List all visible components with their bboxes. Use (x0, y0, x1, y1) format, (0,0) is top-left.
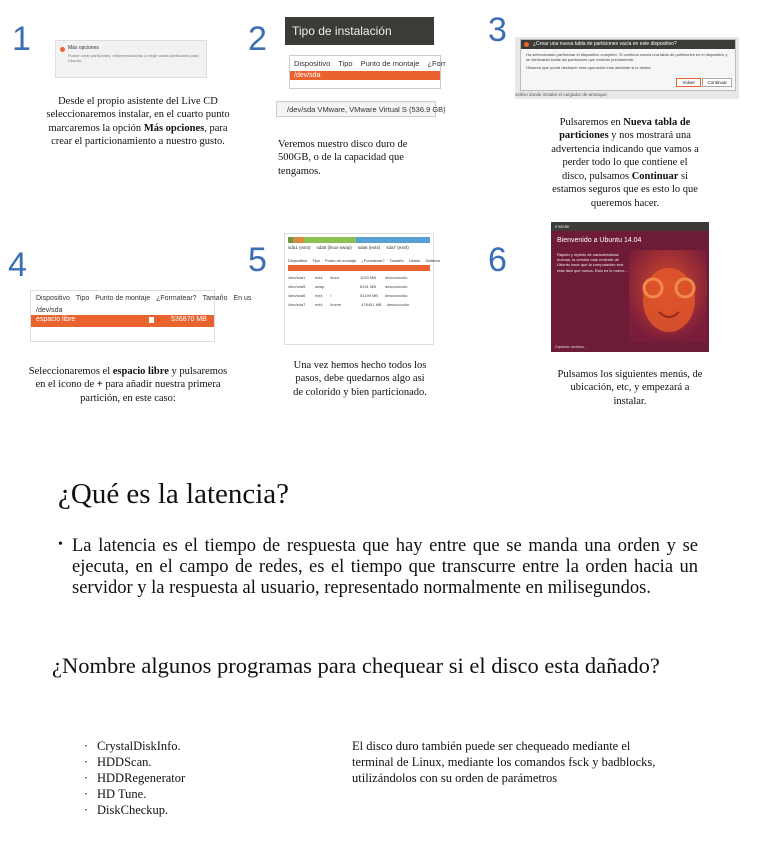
table-cell: /home (330, 302, 342, 307)
legend-item: sda5 (linux-swap) (316, 245, 352, 250)
table-row[interactable] (288, 291, 430, 300)
col-header: ¿Forr (427, 59, 446, 68)
dialog-body: Ha seleccionado particionar el dispositivo completo. Si continúa creará una tabla de particiones en el dispositivo y se eliminarán todas las particiones que existían previamente. (526, 52, 728, 62)
step1-screenshot (55, 40, 207, 78)
legend-item: sda1 (ext4) (288, 245, 311, 250)
list-item (75, 754, 185, 770)
bullet-icon: · (83, 739, 89, 753)
table-cell: desconocido (386, 302, 410, 307)
progress-label: Copiando archivos... (555, 345, 587, 349)
step4-caption: Seleccionaremos el espacio libre y pulsaremos en el icono de + para añadir nuestra primera partición, en este caso: (28, 366, 228, 404)
table-row[interactable] (288, 282, 430, 291)
col-header: Punto de montaje (360, 59, 420, 68)
partition-legend (285, 243, 433, 252)
bar-segment (293, 237, 304, 243)
table-row-selected[interactable] (31, 315, 214, 327)
fsck-note: El disco duro también puede ser chequeado mediante el terminal de Linux, mediante los comandos fsck y badblocks, utilizándolos con su orden de parámetros (352, 739, 656, 785)
table-cell: 1023 MB (360, 275, 377, 280)
latency-title: ¿Qué es la latencia? (58, 478, 290, 510)
table-row[interactable]: /dev/sda (36, 307, 63, 314)
col-header: Tipo (338, 59, 353, 68)
bullet-icon: · (83, 803, 89, 817)
step1-caption: Desde el propio asistente del Live CD seleccionaremos instalar, en el cuarto punto marcaremos la opción Más opciones, para crear el particionamiento a nuestro gusto. (46, 96, 230, 148)
step5-caption: Una vez hemos hecho todos los pasos, debe quedarnos algo así de colorido y bien particionado. (293, 360, 427, 398)
program-name: HDDRegenerator (97, 771, 186, 785)
step-number-5: 5 (248, 241, 267, 279)
bar-segment (304, 237, 357, 243)
window-title: Tipo de instalación (285, 17, 434, 45)
step-number-4: 4 (8, 246, 27, 284)
table-cell: desconocido (385, 293, 408, 298)
program-name: DiskCheckup. (97, 803, 169, 817)
table-cell: / (330, 293, 332, 298)
col-header: ¿Formatear? (156, 295, 197, 302)
partition-table (289, 55, 446, 89)
device-select[interactable]: /dev/sda VMware, VMware Virtual S (536.9 GB) (276, 101, 436, 117)
welcome-title: Bienvenido a Ubuntu 14.04 (557, 237, 642, 244)
continue-button[interactable]: Continuar (702, 78, 732, 87)
list-item (75, 786, 185, 802)
step-number-1: 1 (12, 20, 31, 58)
table-row[interactable] (288, 273, 430, 282)
col-header: En us (233, 295, 252, 302)
table-cell: ext4 (315, 302, 323, 307)
programs-list (75, 738, 185, 818)
latency-paragraph (58, 536, 698, 599)
table-cell: swap (315, 284, 325, 289)
table-row[interactable] (288, 300, 430, 309)
table-cell: /dev/sda5 (288, 284, 306, 289)
legend-item: sda7 (ext4) (386, 245, 409, 250)
col-header: Usado (408, 258, 421, 263)
col-header: Punto de montaje (324, 258, 357, 263)
col-header: Dispositivo (36, 295, 70, 302)
table-cell: /dev/sda1 (288, 275, 306, 280)
table-header (285, 252, 440, 265)
dialog-title: ¿Crear una nueva tabla de particiones vacía en este dispositivo? (533, 41, 677, 47)
table-cell: 8191 MB (360, 284, 377, 289)
welcome-text: Rápido y repleto de características nuevas, la versión más reciente de Ubuntu hace que la computación sea más fácil que nunca. Esto es lo nuevo... (557, 252, 628, 273)
list-item (75, 738, 185, 754)
option-title: Más opciones (68, 45, 99, 51)
bullet-icon: · (83, 771, 89, 785)
row-size: 536870 MB (171, 316, 207, 323)
close-icon[interactable] (524, 42, 529, 47)
partition-bar (288, 237, 430, 243)
step2-caption: Veremos nuestro disco duro de 500GB, o de la capacidad que tengamos. (278, 139, 408, 177)
ubuntu-mascot-image (629, 250, 707, 342)
col-header: Tipo (75, 295, 90, 302)
step6-caption: Pulsamos los siguientes menús, de ubicación, etc, y empezará a instalar. (557, 369, 703, 407)
step-number-6: 6 (488, 241, 507, 279)
window-titlebar: Instalar (551, 222, 709, 231)
table-header (31, 291, 252, 306)
bootloader-label: ositivo donde instalar el cargador de arranque: (515, 92, 608, 97)
step2-screenshot (285, 17, 446, 87)
bar-segment (356, 237, 430, 243)
legend-item: sda6 (ext4) (357, 245, 381, 250)
table-cell: 51199 MB (360, 293, 378, 298)
table-cell: ext4 (315, 275, 323, 280)
latency-body: La latencia es el tiempo de respuesta que hay entre que se manda una orden y se ejecuta, en el campo de redes, es el tiempo que transcurre entre la orden hacia un servidor y la respuesta al usuario, representado normalmente en milisegundos. (72, 536, 698, 598)
col-header: Tamaño (202, 295, 228, 302)
bullet-icon: · (83, 755, 89, 769)
table-cell: desconocido (385, 275, 408, 280)
radio-selected-icon (60, 47, 65, 52)
dialog-note: Observe que podrá deshacer esta operación más adelante si lo desea. (526, 65, 652, 70)
col-header: Tipo (312, 258, 320, 263)
col-header: Dispositivo (288, 258, 308, 263)
option-desc: Puede crear particiones, redimensionarlas o elegir varias particiones para Ubuntu. (68, 53, 199, 63)
step3-screenshot (515, 37, 739, 99)
step4-screenshot (30, 290, 252, 342)
col-header: Dispositivo (294, 59, 331, 68)
table-row[interactable]: /dev/sda (290, 71, 440, 80)
dialog-titlebar (521, 40, 735, 49)
table-cell: /dev/sda7 (288, 302, 306, 307)
back-button[interactable]: Volver (676, 78, 701, 87)
step-number-3: 3 (488, 11, 507, 49)
programs-question: ¿Nombre algunos programas para chequear si el disco esta dañado? (52, 653, 660, 678)
step6-screenshot (551, 222, 709, 352)
partition-rows (285, 271, 433, 311)
step-number-2: 2 (248, 20, 267, 58)
list-item (75, 770, 185, 786)
bullet-icon: · (83, 787, 89, 801)
table-cell: /boot (330, 275, 339, 280)
col-header: Tamaño (389, 258, 404, 263)
warning-dialog (520, 39, 736, 91)
row-label: espacio libre (36, 316, 76, 323)
col-header: Sistema (425, 258, 440, 263)
program-name: HDDScan. (97, 755, 152, 769)
col-header: Punto de montaje (95, 295, 151, 302)
program-name: CrystalDiskInfo. (97, 739, 181, 753)
table-cell: /dev/sda6 (288, 293, 306, 298)
program-name: HD Tune. (97, 787, 147, 801)
list-item (75, 802, 185, 818)
checkbox-icon[interactable] (149, 317, 154, 323)
table-cell: desconocido (385, 284, 408, 289)
table-cell: ext4 (315, 293, 323, 298)
table-cell: 476451 MB (361, 302, 382, 307)
col-header: ¿Formatear? (361, 258, 385, 263)
step5-screenshot (284, 233, 440, 345)
table-header (290, 56, 446, 71)
step3-caption: Pulsaremos en Nueva tabla de particiones y nos mostrará una advertencia indicando que vamos a perder todo lo que contiene el disco, pulsamos Continuar si estamos seguros que es esto lo que queremos hacer. (551, 117, 699, 209)
bullet-icon: • (58, 537, 63, 552)
